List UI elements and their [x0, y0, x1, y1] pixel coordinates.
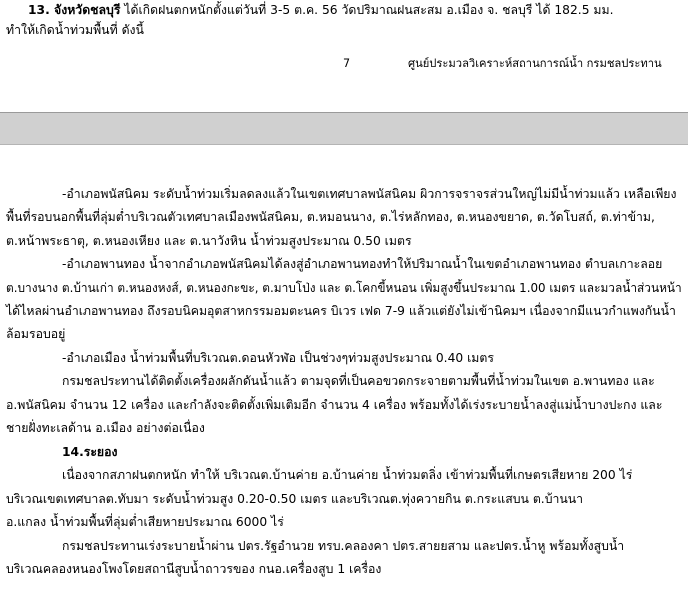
page-number: 7 — [343, 57, 351, 70]
section-13-heading: 13. จังหวัดชลบุรี — [28, 2, 121, 17]
body-line: -อำเภอพนัสนิคม ระดับน้ำท่วมเริ่มลดลงแล้วในเขตเทศบาลพนัสนิคม ผิวการจราจรส่วนใหญ่ไม่มีน้ำท่วมแล้ว เหลือเพียง — [62, 186, 677, 201]
body-line: ล้อมรอบอยู่ — [6, 326, 66, 341]
section-13-line-2: ทำให้เกิดน้ำท่วมพื้นที่ ดังนี้ — [6, 22, 144, 37]
body-line: -อำเภอเมือง น้ำท่วมพื้นที่บริเวณต.ดอนหัวฬ่อ เป็นช่วงๆท่วมสูงประมาณ 0.40 เมตร — [62, 350, 494, 365]
section-13-line-1 — [28, 1, 682, 19]
body-line: พื้นที่รอบนอกพื้นที่ลุ่มต่ำบริเวณตัวเทศบาลเมืองพนัสนิคม, ต.หมอนนาง, ต.ไร่หลักทอง, ต.หนองขยาด, ต.วัดโบสถ์, ต.ท่าข้าม, — [6, 209, 655, 224]
body-line: กรมชลประทานได้ติดตั้งเครื่องผลักดันน้ำแล้ว ตามจุดที่เป็นคอขวดกระจายตามพื้นที่น้ำท่วมในเขต อ.พานทอง และ — [62, 373, 655, 388]
section-14-line: บริเวณคลองหนองโพงโดยสถานีสูบน้ำถาวรของ กนอ.เครื่องสูบ 1 เครื่อง — [6, 561, 382, 576]
section-13-intro: ได้เกิดฝนตกหนักตั้งแต่วันที่ 3-5 ต.ค. 56 วัดปริมาณฝนสะสม อ.เมือง จ. ชลบุรี ได้ 182.5 มม. — [120, 2, 614, 17]
body-line: ต.บางนาง ต.บ้านเก่า ต.หนองหงส์, ต.หนองกะขะ, ต.มาบโป่ง และ ต.โคกขี้หนอน เพิ่มสูงขึ้นประมาณ 1.00 เมตร และมวลน้ำส่วนหน้า — [6, 280, 682, 295]
section-14-heading: 14.ระยอง — [62, 444, 118, 459]
previous-page-fragment — [0, 0, 688, 112]
body-line: อ.พนัสนิคม จำนวน 12 เครื่อง และกำลังจะติดตั้งเพิ่มเติมอีก จำนวน 4 เครื่อง พร้อมทั้งได้เร่งระบายน้ำลงสู่แม่น้ำบางปะกง และ — [6, 397, 663, 412]
section-14-line: อ.แกลง น้ำท่วมพื้นที่ลุ่มต่ำเสียหายประมาณ 6000 ไร่ — [6, 514, 284, 529]
section-14-line: บริเวณเขตเทศบาลต.ทับมา ระดับน้ำท่วมสูง 0.20-0.50 เมตร และบริเวณต.ทุ่งควายกิน ต.กระแสบน ต.บ้านนา — [6, 491, 584, 506]
body-line: -อำเภอพานทอง น้ำจากอำเภอพนัสนิคมได้ลงสู่อำเภอพานทองทำให้ปริมาณน้ำในเขตอำเภอพานทอง ตำบลเกาะลอย — [62, 256, 663, 271]
body-line: ชายฝั่งทะเลด้าน อ.เมือง อย่างต่อเนื่อง — [6, 420, 205, 435]
body-line: ได้ไหลผ่านอำเภอพานทอง ถึงรอบนิคมอุตสาหกรรมอมตะนคร บิเวร เฟด 7-9 แล้วแต่ยังไม่เข้านิคมฯ เนื่องจากมีแนวกำแพงกันน้ำ — [6, 303, 676, 318]
section-14-line: เนื่องจากสภาฝนตกหนัก ทำให้ บริเวณต.บ้านค่าย อ.บ้านค่าย น้ำท่วมตลิ่ง เข้าท่วมพื้นที่เกษตรเสียหาย 200 ไร่ — [62, 467, 633, 482]
section-14-line: กรมชลประทานเร่งระบายน้ำผ่าน ปตร.รัฐอำนวย ทรบ.คลองคา ปตร.สายยสาม และปตร.น้ำหู พร้อมทั้งสูบน้ำ — [62, 538, 625, 553]
page-separator — [0, 112, 688, 145]
body-line: ต.หน้าพระธาตุ, ต.หนองเหียง และ ต.นาวังหิน น้ำท่วมสูงประมาณ 0.50 เมตร — [6, 233, 412, 248]
footer-organization: ศูนย์ประมวลวิเคราะห์สถานการณ์น้ำ กรมชลประทาน — [408, 57, 662, 70]
current-page — [0, 143, 688, 594]
